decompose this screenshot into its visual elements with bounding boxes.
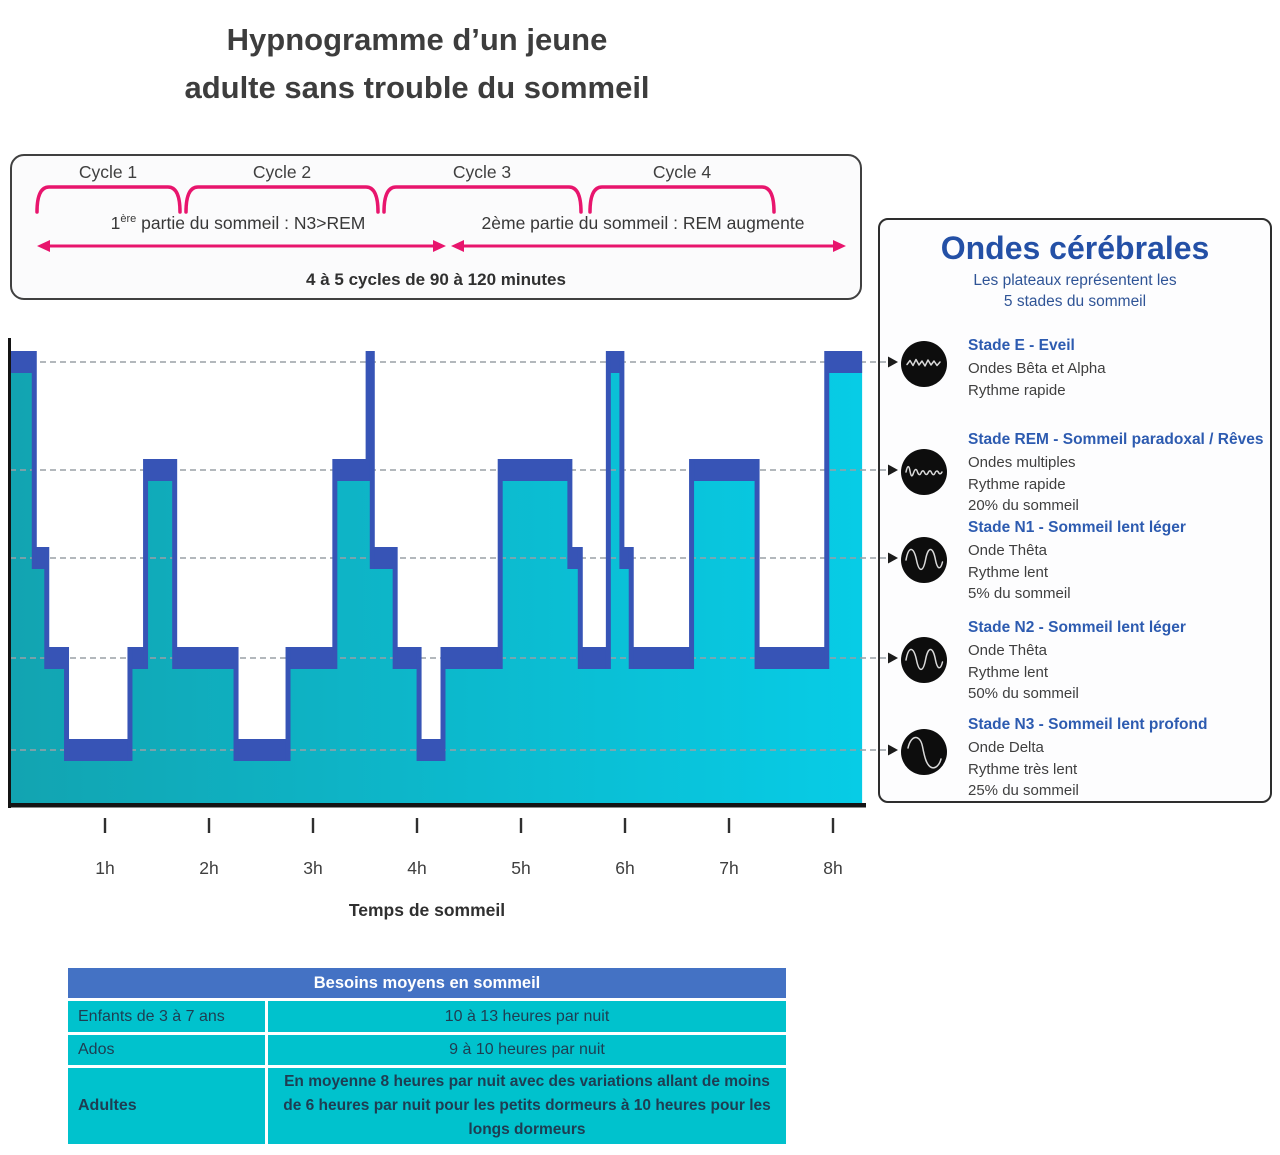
plateau-caps: [10, 351, 862, 761]
plateau-cap-REM: [335, 459, 368, 481]
plateau-cap-REM: [146, 459, 175, 481]
step-riser: [441, 647, 446, 761]
plateau-cap-N1: [372, 547, 395, 569]
sleep-cycles-box: [10, 154, 862, 300]
plateau-cap-N2: [175, 647, 236, 669]
y-axis-line: [8, 338, 11, 808]
step-riser: [172, 459, 177, 669]
plateau-cap-N2: [288, 647, 335, 669]
x-axis-label-3h: 3h: [303, 858, 323, 878]
legend-line-N3-2: 25% du sommeil: [968, 782, 1079, 799]
legend-line-REM-1: Rythme rapide: [968, 475, 1066, 493]
step-riser: [332, 459, 337, 669]
legend-entry-N2: [968, 619, 1268, 705]
step-riser: [32, 351, 37, 569]
x-axis-tick: [416, 818, 418, 833]
x-axis-label-6h: 6h: [615, 858, 635, 878]
legend-line-N1-0: Onde Thêta: [968, 542, 1047, 559]
step-riser: [366, 351, 371, 481]
legend-heading-N3: Stade N3 - Sommeil lent profond: [968, 716, 1208, 733]
part1-superscript: ère: [120, 213, 137, 226]
page-title-line-1: Hypnogramme d’un jeune: [226, 22, 608, 57]
legend-line-N3-1: Rythme très lent: [968, 760, 1078, 778]
legend-heading-REM: Stade REM - Sommeil paradoxal / Rêves: [968, 431, 1264, 448]
plateau-cap-E: [827, 351, 862, 373]
step-risers: [32, 351, 829, 761]
step-riser: [64, 647, 69, 761]
x-axis-label-5h: 5h: [511, 858, 531, 878]
legend-entry-REM: [968, 431, 1268, 517]
x-axis-tick: [312, 818, 314, 833]
x-axis-label-8h: 8h: [823, 858, 843, 878]
x-axis-tick: [728, 818, 730, 833]
cycle-bracket: [590, 187, 774, 212]
cycle-label-3: Cycle 3: [452, 162, 512, 182]
sleep-needs-table: [68, 968, 786, 1144]
legend-heading-N1: Stade N1 - Sommeil lent léger: [968, 519, 1186, 536]
part1-rest: partie du sommeil : N3>REM: [136, 213, 366, 233]
legend-heading-N2: Stade N2 - Sommeil lent léger: [968, 619, 1186, 636]
legend-line-REM-0: Ondes multiples: [968, 454, 1076, 471]
cycle-label-4: Cycle 4: [652, 162, 712, 182]
step-riser: [619, 351, 624, 569]
plateau-cap-N2: [757, 647, 827, 669]
step-riser: [567, 459, 572, 569]
legend-line-E-1: Rythme rapide: [968, 381, 1066, 399]
legend-entry-N3: [968, 716, 1268, 802]
cycle-bracket: [37, 187, 180, 212]
step-riser: [417, 647, 422, 761]
legend-line-N2-2: 50% du sommeil: [968, 685, 1079, 702]
legend-line-N1-2: 5% du sommeil: [968, 585, 1071, 602]
step-riser: [44, 547, 49, 669]
plateau-cap-N1: [622, 547, 631, 569]
x-axis-title: Temps de sommeil: [348, 900, 506, 920]
x-axis-tick: [520, 818, 522, 833]
plateau-cap-N3: [419, 739, 443, 761]
arrowhead-left-icon: [37, 240, 50, 252]
panel-subtitle-line-2: 5 stades du sommeil: [1003, 293, 1147, 310]
sleep-part-1-label: [18, 213, 458, 234]
stage-gridlines: [10, 357, 898, 756]
plateau-cap-N2: [631, 647, 691, 669]
x-axis-label-2h: 2h: [199, 858, 219, 878]
table-row-label-2: Adultes: [68, 1068, 265, 1144]
panel-title: Ondes cérébrales: [940, 230, 1210, 266]
step-riser: [755, 459, 760, 669]
plateau-cap-N2: [130, 647, 146, 669]
legend-line-REM-2: 20% du sommeil: [968, 497, 1079, 514]
x-axis-label-4h: 4h: [407, 858, 427, 878]
table-row-value-1: 9 à 10 heures par nuit: [268, 1035, 786, 1065]
legend-line-N3-0: Onde Delta: [968, 739, 1044, 756]
x-axis-tick: [208, 818, 210, 833]
table-header: Besoins moyens en sommeil: [68, 968, 786, 998]
stage-E-wave-icon: [901, 341, 947, 387]
step-riser: [234, 647, 239, 761]
plateau-cap-N3: [67, 739, 130, 761]
x-axis-ticks: [104, 818, 834, 833]
legend-line-N1-1: Rythme lent: [968, 563, 1049, 581]
page-title-line-2: adulte sans trouble du sommeil: [184, 70, 650, 105]
arrowhead-left-icon: [451, 240, 464, 252]
step-riser: [689, 459, 694, 669]
sleep-part-2-label: 2ème partie du sommeil : REM augmente: [481, 213, 805, 233]
step-riser: [824, 351, 829, 669]
plateau-cap-E: [608, 351, 622, 373]
legend-line-N2-0: Onde Thêta: [968, 642, 1047, 659]
legend-line-E-0: Ondes Bêta et Alpha: [968, 360, 1106, 377]
x-axis-label-7h: 7h: [719, 858, 739, 878]
stage-N1-wave-icon: [901, 537, 947, 583]
legend-line-N2-1: Rythme lent: [968, 663, 1049, 681]
table-row-value-0: 10 à 13 heures par nuit: [268, 1001, 786, 1032]
legend-heading-E: Stade E - Eveil: [968, 337, 1075, 354]
cycle-bracket: [186, 187, 378, 212]
cycle-bracket: [384, 187, 581, 212]
plateau-cap-N2: [47, 647, 67, 669]
plateau-cap-N1: [34, 547, 46, 569]
step-riser: [498, 459, 503, 669]
plateau-cap-N1: [570, 547, 580, 569]
legend-entry-N1: [968, 519, 1268, 605]
plateau-cap-REM: [692, 459, 758, 481]
x-axis-line: [8, 803, 866, 808]
step-riser: [370, 351, 375, 569]
x-axis-tick: [104, 818, 106, 833]
brain-waves-panel: [878, 218, 1272, 803]
plateau-cap-N2: [395, 647, 419, 669]
x-axis-label-1h: 1h: [95, 858, 115, 878]
step-riser: [606, 351, 611, 669]
step-riser: [143, 459, 148, 669]
panel-subtitle-line-1: Les plateaux représentent les: [973, 272, 1177, 289]
plateau-cap-N2: [443, 647, 500, 669]
step-riser: [629, 547, 634, 669]
step-riser: [127, 647, 132, 761]
cycle-label-1: Cycle 1: [78, 162, 138, 182]
plateau-cap-E: [10, 351, 34, 373]
plateau-cap-N3: [236, 739, 288, 761]
table-row-label-0: Enfants de 3 à 7 ans: [68, 1001, 265, 1032]
stage-REM-wave-icon: [901, 449, 947, 495]
arrowhead-right-icon: [433, 240, 446, 252]
table-row-label-1: Ados: [68, 1035, 265, 1065]
x-axis-tick: [624, 818, 626, 833]
hypnogram-area-fill: [10, 362, 862, 805]
x-axis-tick: [832, 818, 834, 833]
page-title: [67, 16, 767, 112]
step-riser: [393, 547, 398, 669]
plateau-cap-E: [368, 351, 372, 373]
cycle-label-2: Cycle 2: [252, 162, 312, 182]
arrowhead-right-icon: [833, 240, 846, 252]
table-row-value-2: En moyenne 8 heures par nuit avec des variations allant de moins de 6 heures par nuit pour les petits dormeurs à 10 heures pour les longs dormeurs: [268, 1068, 786, 1144]
step-riser: [286, 647, 291, 761]
step-riser: [578, 547, 583, 669]
plateau-cap-REM: [500, 459, 570, 481]
stage-N3-wave-icon: [901, 729, 947, 775]
plateau-cap-N2: [580, 647, 608, 669]
stage-N2-wave-icon: [901, 637, 947, 683]
legend-entry-E: [968, 337, 1268, 401]
part1-number: 1: [110, 213, 121, 233]
cycles-duration-note: 4 à 5 cycles de 90 à 120 minutes: [306, 270, 566, 289]
